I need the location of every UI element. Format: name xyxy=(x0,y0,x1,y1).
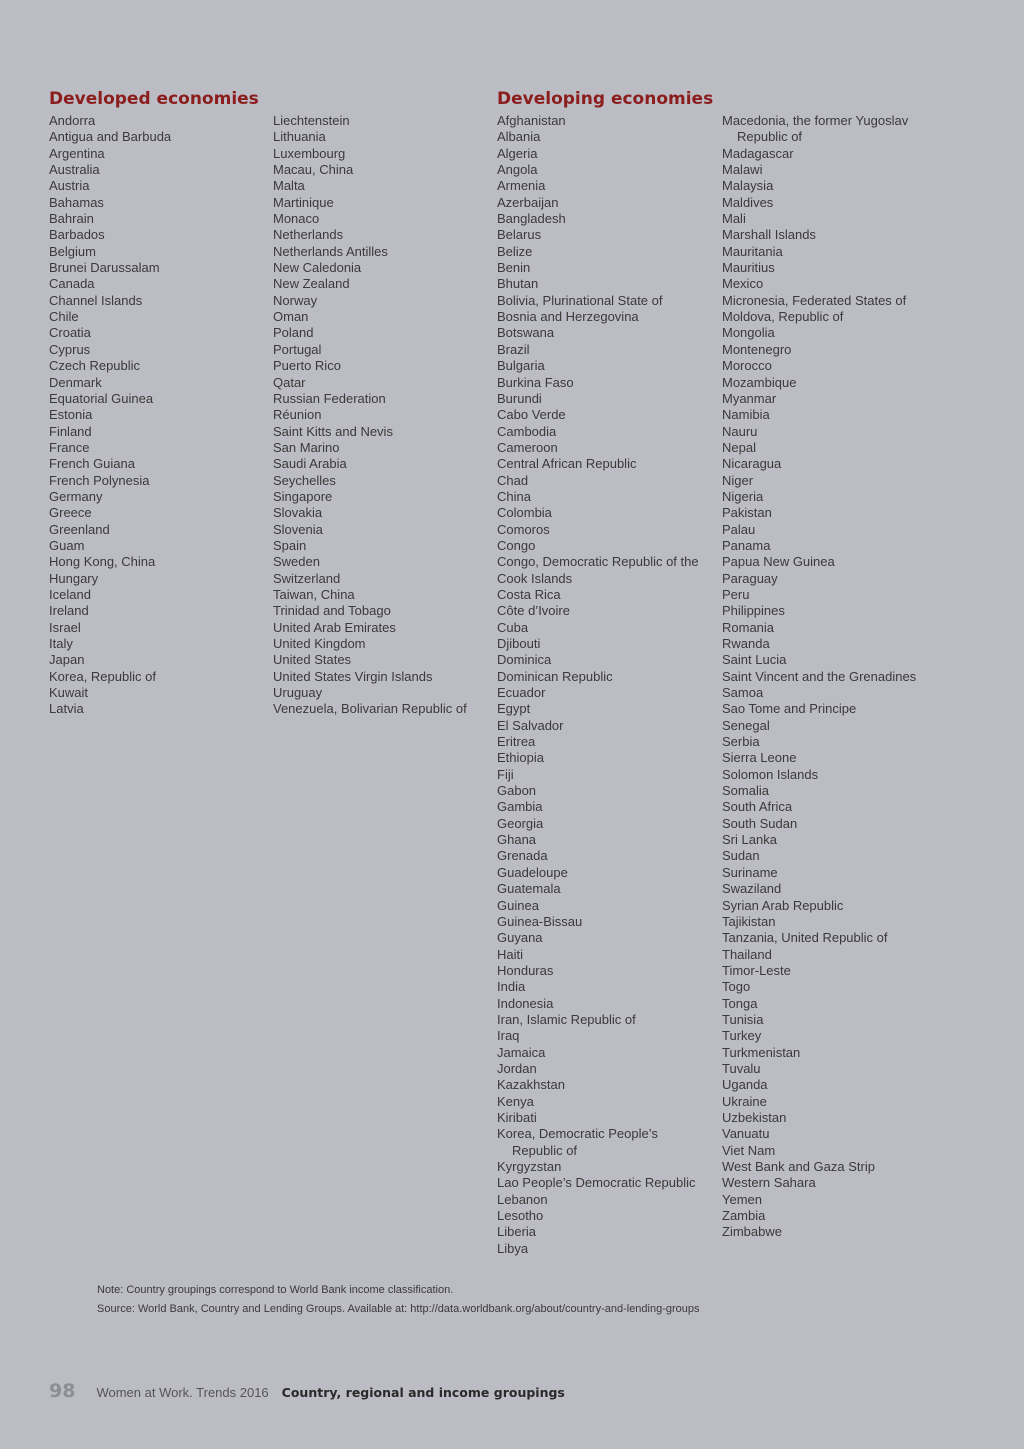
country-item: Chad xyxy=(497,472,529,488)
country-item: Liechtenstein xyxy=(273,113,350,128)
country-item: Samoa xyxy=(722,685,764,701)
country-item: Georgia xyxy=(497,815,544,831)
country-item: Qatar xyxy=(273,374,306,390)
country-item: Chile xyxy=(49,309,79,325)
country-item: Bulgaria xyxy=(497,358,545,374)
country-item: Spain xyxy=(273,537,307,553)
country-item: Italy xyxy=(49,636,73,651)
country-item: Iraq xyxy=(497,1028,520,1044)
country-item: Suriname xyxy=(722,864,778,880)
country-item: Hungary xyxy=(49,570,99,586)
country-item: Portugal xyxy=(273,341,322,357)
country-item: Fiji xyxy=(497,766,514,782)
country-item: Switzerland xyxy=(273,570,341,586)
country-item: Azerbaijan xyxy=(497,194,559,210)
country-item: Singapore xyxy=(273,488,333,504)
country-item: Nigeria xyxy=(722,488,764,504)
country-item: Hong Kong, China xyxy=(49,554,156,570)
country-item: Netherlands xyxy=(273,227,344,243)
country-item: Maldives xyxy=(722,194,774,210)
country-item: Mauritania xyxy=(722,243,783,259)
country-item: Equatorial Guinea xyxy=(49,390,154,406)
country-item: Malawi xyxy=(722,162,763,178)
country-item: Israel xyxy=(49,619,81,635)
country-item: Mexico xyxy=(722,276,764,292)
country-item: Timor-Leste xyxy=(722,962,791,978)
country-item: Germany xyxy=(49,488,103,504)
country-item: Zambia xyxy=(722,1208,766,1224)
country-item: Thailand xyxy=(722,946,772,962)
developing-list-col1 xyxy=(497,113,699,1257)
country-item: Vanuatu xyxy=(722,1126,770,1142)
country-item: Cyprus xyxy=(49,341,91,357)
country-item: Mali xyxy=(722,211,746,227)
country-item: Cook Islands xyxy=(497,570,573,586)
country-item: Guadeloupe xyxy=(497,864,568,880)
country-item: Guyana xyxy=(497,930,543,946)
country-item: Afghanistan xyxy=(497,113,566,128)
country-item: Nepal xyxy=(722,439,756,455)
country-item: Réunion xyxy=(273,407,322,423)
country-item: Tanzania, United Republic of xyxy=(722,930,888,946)
country-item: India xyxy=(497,979,526,995)
country-item: Korea, Republic of xyxy=(49,668,156,684)
country-item: Sudan xyxy=(722,848,760,864)
country-item: Uruguay xyxy=(273,685,323,701)
country-item: Russian Federation xyxy=(273,390,386,406)
country-item: United States xyxy=(273,652,352,668)
country-item: Argentina xyxy=(49,145,105,161)
country-item: Turkmenistan xyxy=(722,1044,801,1060)
country-item: Burundi xyxy=(497,390,542,406)
country-item: Slovenia xyxy=(273,521,323,537)
country-item: Djibouti xyxy=(497,636,541,651)
country-item: Antigua and Barbuda xyxy=(49,129,172,145)
country-item: Saint Vincent and the Grenadines xyxy=(722,668,917,684)
developing-economies-heading: Developing economies xyxy=(497,89,714,109)
country-item: Zimbabwe xyxy=(722,1224,782,1240)
country-item: United Arab Emirates xyxy=(273,619,396,635)
country-item: Taiwan, China xyxy=(273,586,355,602)
country-item: Belarus xyxy=(497,227,542,243)
country-item: Monaco xyxy=(273,211,320,227)
country-item: Lithuania xyxy=(273,129,326,145)
country-item: Grenada xyxy=(497,848,548,864)
country-item: Liberia xyxy=(497,1224,537,1240)
country-item: Senegal xyxy=(722,717,770,733)
developed-economies-heading: Developed economies xyxy=(49,89,259,109)
country-item: Nauru xyxy=(722,423,758,439)
country-item: Gambia xyxy=(497,799,543,815)
country-item: Marshall Islands xyxy=(722,227,816,243)
country-item: Poland xyxy=(273,325,314,341)
publication-title: Women at Work. Trends 2016 xyxy=(96,1385,269,1400)
country-item: Rwanda xyxy=(722,636,770,651)
country-item: Ecuador xyxy=(497,685,546,701)
country-item: Gabon xyxy=(497,783,537,799)
country-item: Venezuela, Bolivarian Republic of xyxy=(273,701,467,717)
country-item: Iceland xyxy=(49,586,91,602)
country-item: Macau, China xyxy=(273,162,354,178)
country-item: Comoros xyxy=(497,521,550,537)
country-item: Ukraine xyxy=(722,1093,767,1109)
country-item: Madagascar xyxy=(722,145,794,161)
country-item: Burkina Faso xyxy=(497,374,574,390)
country-item: Austria xyxy=(49,178,90,194)
country-item: El Salvador xyxy=(497,717,564,733)
country-item: Sweden xyxy=(273,554,320,570)
country-item: Dominican Republic xyxy=(497,668,613,684)
country-item: France xyxy=(49,439,90,455)
country-item: Korea, Democratic People’s xyxy=(497,1126,658,1142)
country-item: Guinea xyxy=(497,897,539,913)
country-item: Algeria xyxy=(497,145,538,161)
country-item: Uzbekistan xyxy=(722,1109,787,1125)
country-item: Saudi Arabia xyxy=(273,456,347,472)
country-item: Bolivia, Plurinational State of xyxy=(497,292,663,308)
country-item: Nicaragua xyxy=(722,456,782,472)
country-item: Republic of xyxy=(737,129,803,145)
country-item: Brazil xyxy=(497,341,530,357)
country-item: Central African Republic xyxy=(497,456,637,472)
country-item: Niger xyxy=(722,472,754,488)
country-item: Lao People’s Democratic Republic xyxy=(497,1175,696,1191)
notes-block xyxy=(97,1281,700,1319)
note-text: Note: Country groupings correspond to World Bank income classification. xyxy=(97,1284,454,1296)
country-item: Colombia xyxy=(497,505,552,521)
country-item: Micronesia, Federated States of xyxy=(722,292,907,308)
country-item: Kuwait xyxy=(49,685,89,701)
country-item: Ghana xyxy=(497,832,537,848)
country-item: Congo xyxy=(497,537,536,553)
country-item: Ethiopia xyxy=(497,750,544,766)
country-item: New Zealand xyxy=(273,276,350,292)
country-item: Armenia xyxy=(497,178,546,194)
country-item: Montenegro xyxy=(722,341,792,357)
country-item: Greenland xyxy=(49,521,110,537)
country-item: Togo xyxy=(722,979,751,995)
country-item: Trinidad and Tobago xyxy=(273,603,391,619)
country-item: Japan xyxy=(49,652,85,668)
country-item: Puerto Rico xyxy=(273,358,341,374)
country-item: Libya xyxy=(497,1240,529,1256)
country-item: Guam xyxy=(49,537,85,553)
country-item: Uganda xyxy=(722,1077,768,1093)
country-item: West Bank and Gaza Strip xyxy=(722,1159,875,1174)
country-item: Botswana xyxy=(497,325,555,341)
section-title: Country, regional and income groupings xyxy=(281,1385,565,1400)
country-item: Kiribati xyxy=(497,1109,537,1125)
country-item: Macedonia, the former Yugoslav xyxy=(722,113,909,128)
country-item: Oman xyxy=(273,309,309,325)
country-item: Bosnia and Herzegovina xyxy=(497,309,639,325)
country-item: Dominica xyxy=(497,652,552,668)
country-item: Moldova, Republic of xyxy=(722,309,844,325)
developed-list-col2 xyxy=(273,113,467,718)
country-item: Belize xyxy=(497,243,533,259)
country-item: China xyxy=(497,488,531,504)
country-item: Serbia xyxy=(722,734,760,750)
country-item: Kyrgyzstan xyxy=(497,1159,562,1174)
country-item: French Guiana xyxy=(49,456,135,472)
country-item: Norway xyxy=(273,292,318,308)
country-item: Tajikistan xyxy=(722,913,776,929)
country-item: Martinique xyxy=(273,194,334,210)
country-item: Brunei Darussalam xyxy=(49,260,160,276)
country-item: South Sudan xyxy=(722,815,798,831)
country-item: South Africa xyxy=(722,799,793,815)
country-item: Myanmar xyxy=(722,390,777,406)
country-item: Guinea-Bissau xyxy=(497,913,583,929)
country-item: Saint Lucia xyxy=(722,652,787,668)
country-item: Czech Republic xyxy=(49,358,141,374)
country-item: Solomon Islands xyxy=(722,766,819,782)
page-footer xyxy=(49,1380,565,1402)
country-item: Barbados xyxy=(49,227,105,243)
country-item: Mongolia xyxy=(722,325,775,341)
country-item: Lebanon xyxy=(497,1191,548,1207)
country-item: Viet Nam xyxy=(722,1142,776,1158)
country-item: Honduras xyxy=(497,962,554,978)
country-item: Western Sahara xyxy=(722,1175,816,1191)
country-item: Jamaica xyxy=(497,1044,546,1060)
country-item: Eritrea xyxy=(497,734,536,750)
country-item: Yemen xyxy=(722,1191,762,1207)
country-item: Australia xyxy=(49,162,100,178)
country-item: Tuvalu xyxy=(722,1060,761,1076)
country-item: Syrian Arab Republic xyxy=(722,897,844,913)
developed-list-col1 xyxy=(49,113,171,718)
country-item: Netherlands Antilles xyxy=(273,243,388,259)
country-item: Sao Tome and Principe xyxy=(722,701,857,717)
country-item: Sri Lanka xyxy=(722,832,777,848)
country-item: Kenya xyxy=(497,1093,534,1109)
country-item: Peru xyxy=(722,586,750,602)
country-item: Palau xyxy=(722,521,756,537)
country-item: Slovakia xyxy=(273,505,323,521)
country-item: Panama xyxy=(722,537,771,553)
country-item: Tonga xyxy=(722,995,758,1011)
country-item: Namibia xyxy=(722,407,770,423)
country-item: Angola xyxy=(497,162,538,178)
country-item: Croatia xyxy=(49,325,91,341)
country-item: Costa Rica xyxy=(497,586,561,602)
country-item: United Kingdom xyxy=(273,636,366,651)
country-item: New Caledonia xyxy=(273,260,362,276)
country-item: Papua New Guinea xyxy=(722,554,835,570)
country-item: Bangladesh xyxy=(497,211,566,227)
country-item: Mauritius xyxy=(722,260,775,276)
country-item: Bahamas xyxy=(49,194,104,210)
country-item: Egypt xyxy=(497,701,531,717)
country-item: Greece xyxy=(49,505,92,521)
country-item: French Polynesia xyxy=(49,472,150,488)
country-item: Ireland xyxy=(49,603,89,619)
country-item: Haiti xyxy=(497,946,524,962)
country-item: Guatemala xyxy=(497,881,561,897)
country-item: Kazakhstan xyxy=(497,1077,565,1093)
country-item: Cameroon xyxy=(497,439,558,455)
country-item: Benin xyxy=(497,260,531,276)
country-item: Saint Kitts and Nevis xyxy=(273,423,393,439)
page-number: 98 xyxy=(49,1380,76,1402)
country-item: Albania xyxy=(497,129,541,145)
country-item: Somalia xyxy=(722,783,769,799)
country-item: Indonesia xyxy=(497,995,554,1011)
country-item: Bhutan xyxy=(497,276,539,292)
country-item: Republic of xyxy=(512,1142,578,1158)
country-item: Swaziland xyxy=(722,881,782,897)
country-item: Seychelles xyxy=(273,472,336,488)
country-item: Côte d’Ivoire xyxy=(497,603,570,619)
country-item: San Marino xyxy=(273,439,340,455)
country-item: United States Virgin Islands xyxy=(273,668,433,684)
country-item: Romania xyxy=(722,619,775,635)
country-item: Cambodia xyxy=(497,423,557,439)
country-item: Turkey xyxy=(722,1028,762,1044)
country-item: Tunisia xyxy=(722,1011,764,1027)
country-item: Sierra Leone xyxy=(722,750,797,766)
country-item: Pakistan xyxy=(722,505,772,521)
country-item: Philippines xyxy=(722,603,785,619)
country-item: Iran, Islamic Republic of xyxy=(497,1011,636,1027)
country-item: Canada xyxy=(49,276,95,292)
country-item: Bahrain xyxy=(49,211,94,227)
country-item: Congo, Democratic Republic of the xyxy=(497,554,699,570)
country-item: Jordan xyxy=(497,1060,537,1076)
country-item: Estonia xyxy=(49,407,93,423)
country-item: Finland xyxy=(49,423,92,439)
source-text: Source: World Bank, Country and Lending Groups. Available at: http://data.worldbank.org/about/country-and-lending-groups xyxy=(97,1303,700,1315)
country-item: Latvia xyxy=(49,701,84,717)
country-item: Paraguay xyxy=(722,570,778,586)
country-item: Morocco xyxy=(722,358,772,374)
country-item: Malta xyxy=(273,178,305,194)
country-item: Belgium xyxy=(49,243,96,259)
country-item: Luxembourg xyxy=(273,145,346,161)
country-item: Malaysia xyxy=(722,178,774,194)
country-item: Andorra xyxy=(49,113,96,128)
country-item: Channel Islands xyxy=(49,292,143,308)
country-item: Lesotho xyxy=(497,1208,544,1224)
country-item: Cuba xyxy=(497,619,529,635)
country-item: Mozambique xyxy=(722,374,797,390)
country-item: Cabo Verde xyxy=(497,407,566,423)
country-item: Denmark xyxy=(49,374,102,390)
developing-list-col2 xyxy=(722,113,916,1241)
